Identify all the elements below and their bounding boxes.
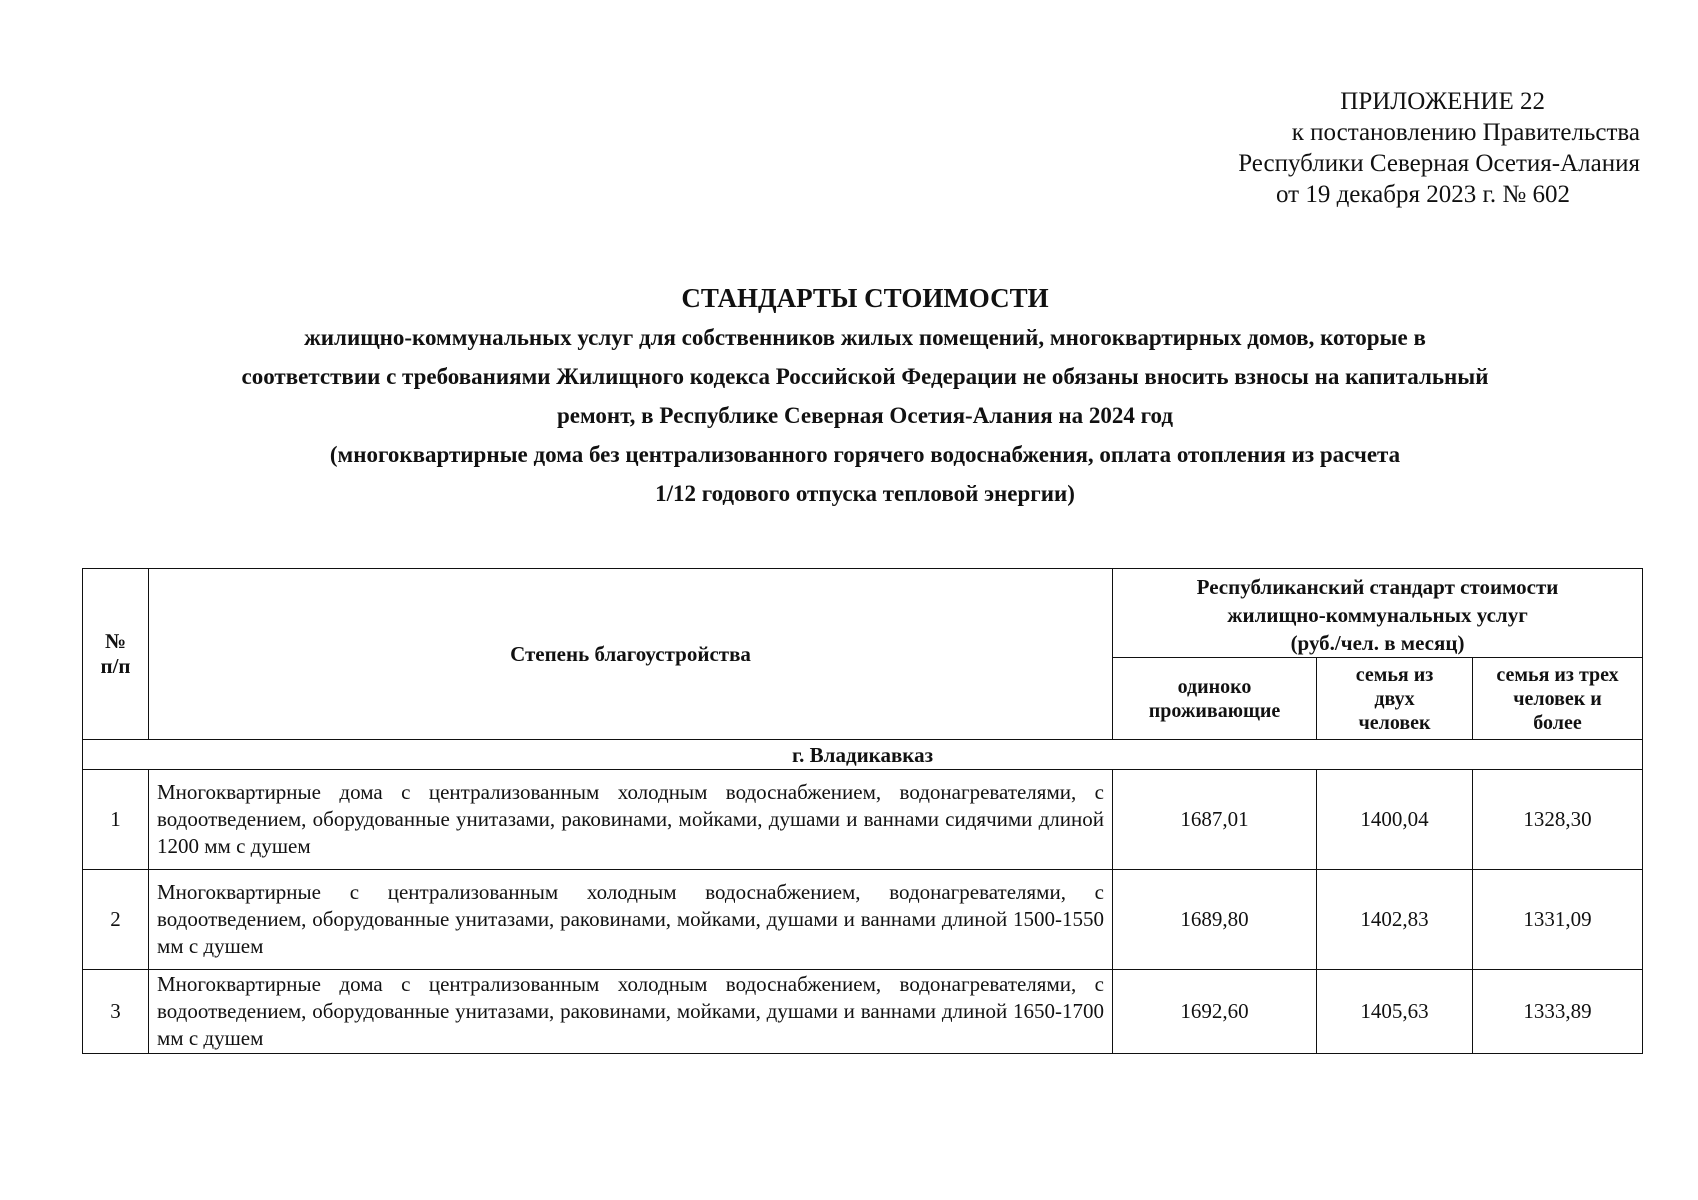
row-number: 1 <box>83 770 149 870</box>
value-single: 1689,80 <box>1113 870 1317 970</box>
row-number: 2 <box>83 870 149 970</box>
row-description: Многоквартирные дома с централизованным холодным водоснабжением, водонагревателями, с водоотведением, оборудованные унитазами, раковинами, мойками, душами и ваннами сидячими длиной 1200 мм с душем <box>149 770 1113 870</box>
header-description: Степень благоустройства <box>149 569 1113 740</box>
header-two-persons: семья из двух человек <box>1317 658 1473 740</box>
row-number: 3 <box>83 970 149 1054</box>
value-three-plus: 1331,09 <box>1473 870 1643 970</box>
title-main: СТАНДАРТЫ СТОИМОСТИ <box>681 283 1049 313</box>
value-two-persons: 1405,63 <box>1317 970 1473 1054</box>
header-number: № п/п <box>83 569 149 740</box>
value-three-plus: 1333,89 <box>1473 970 1643 1054</box>
header-three-plus: семья из трех человек и более <box>1473 658 1643 740</box>
row-description: Многоквартирные с централизованным холодным водоснабжением, водонагревателями, с водоотведением, оборудованные унитазами, раковинами, мойками, душами и ваннами длиной 1500-1550 мм с душем <box>149 870 1113 970</box>
appendix-number: ПРИЛОЖЕНИЕ 22 <box>1340 88 1545 115</box>
table-row <box>83 770 1643 870</box>
cost-standards-table <box>82 568 1643 1054</box>
subtitle-line: жилищно-коммунальных услуг для собственников жилых помещений, многоквартирных домов, которые в <box>304 325 1426 350</box>
subtitle-line: (многоквартирные дома без централизованного горячего водоснабжения, оплата отопления из расчета <box>329 442 1401 467</box>
row-description: Многоквартирные дома с централизованным холодным водоснабжением, водонагревателями, с водоотведением, оборудованные унитазами, раковинами, мойками, душами и ваннами длиной 1650-1700 мм с душем <box>149 970 1113 1054</box>
table-header-row <box>83 569 1643 658</box>
table-row <box>83 970 1643 1054</box>
section-row <box>83 740 1643 770</box>
appendix-republic: Республики Северная Осетия-Алания <box>1238 150 1640 177</box>
header-single: одиноко проживающие <box>1113 658 1317 740</box>
subtitle-line: соответствии с требованиями Жилищного кодекса Российской Федерации не обязаны вносить взносы на капитальный <box>241 364 1489 389</box>
header-standard: Республиканский стандарт стоимости жилищно-коммунальных услуг (руб./чел. в месяц) <box>1113 569 1643 658</box>
document-title <box>80 280 1650 513</box>
appendix-header <box>1180 86 1640 210</box>
value-two-persons: 1402,83 <box>1317 870 1473 970</box>
section-title: г. Владикавказ <box>83 740 1643 770</box>
value-single: 1692,60 <box>1113 970 1317 1054</box>
value-two-persons: 1400,04 <box>1317 770 1473 870</box>
subtitle-line: 1/12 годового отпуска тепловой энергии) <box>655 481 1075 506</box>
value-single: 1687,01 <box>1113 770 1317 870</box>
appendix-decree-ref: к постановлению Правительства <box>1291 119 1640 146</box>
appendix-date: от 19 декабря 2023 г. № 602 <box>1275 181 1570 208</box>
title-subtitle <box>80 318 1650 513</box>
table-row <box>83 870 1643 970</box>
value-three-plus: 1328,30 <box>1473 770 1643 870</box>
subtitle-line: ремонт, в Республике Северная Осетия-Алания на 2024 год <box>557 403 1173 428</box>
